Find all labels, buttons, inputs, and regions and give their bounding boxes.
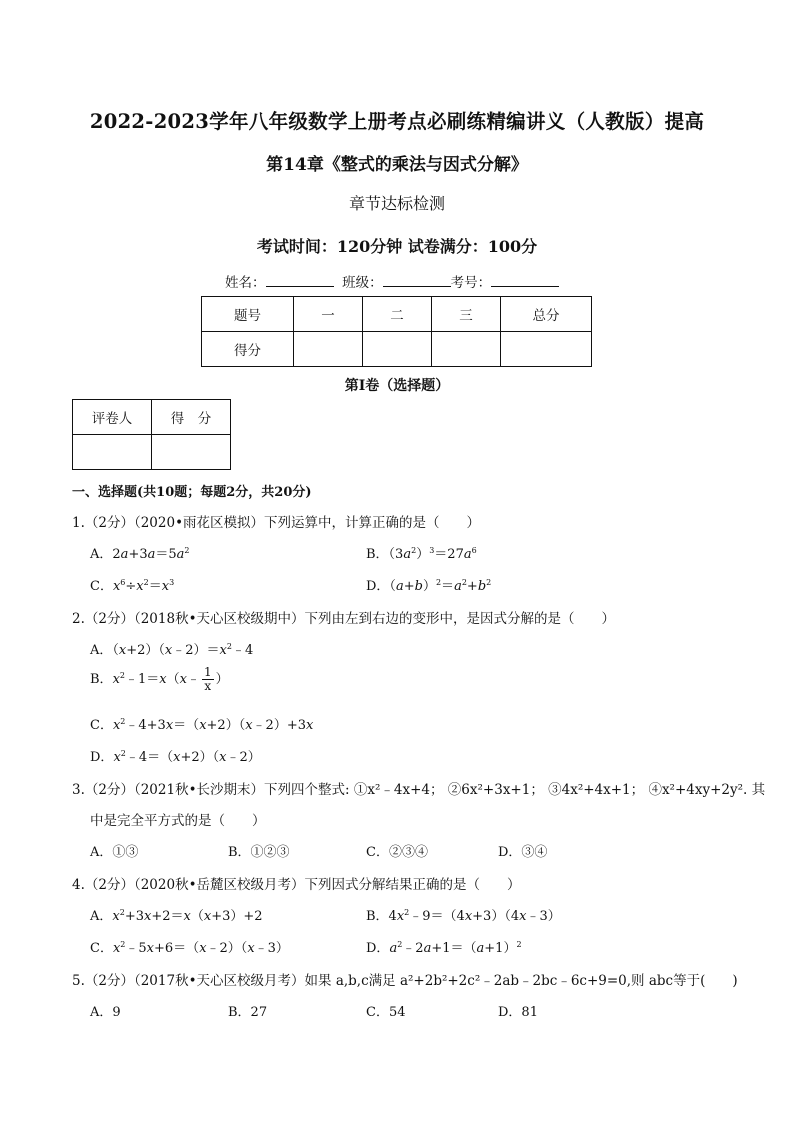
table-cell: 二 <box>363 297 432 332</box>
chapter-title: 第14章《整式的乘法与因式分解》 <box>266 155 528 175</box>
question-2-option-d[interactable]: D．$x^2﹣4=(x+2)(x﹣2)$ <box>90 749 261 765</box>
question-3-option-c[interactable]: C．②③④ <box>366 845 428 860</box>
table-cell: 得分 <box>202 332 294 367</box>
name-label: 姓名： <box>225 275 266 291</box>
student-info-fields <box>225 271 559 291</box>
question-3-stem: 3.（2分）（2021秋•长沙期末）下列四个整式: ①x²﹣4x+4； ②6x²+3x+1； ③4x²+4x+1； ④x²+4xy+2y². 其 <box>72 782 766 798</box>
grader-cell[interactable] <box>73 435 152 470</box>
fraction: $\frac{1}{x}$ <box>204 665 212 693</box>
score-label: 得 分 <box>152 400 231 435</box>
question-3-option-b[interactable]: B．①②③ <box>228 845 290 860</box>
question-5-option-b[interactable]: B．27 <box>228 1005 268 1020</box>
number-field[interactable] <box>491 274 559 287</box>
grader-table-header-row <box>73 400 231 435</box>
section-heading: 一、选择题(共10题；每题2分，共20分) <box>72 485 312 500</box>
question-1-option-d[interactable]: D．$(a+b)^2=a^2+b^2$ <box>366 578 492 594</box>
score-cell[interactable] <box>363 332 432 367</box>
question-4-option-d[interactable]: D．$a^2﹣2a+1=(a+1)^2$ <box>366 940 522 956</box>
table-cell: 题号 <box>202 297 294 332</box>
class-label: 班级： <box>342 275 383 291</box>
question-4-option-b[interactable]: B．$4x^2﹣9=(4x+3)(4x﹣3)$ <box>366 908 561 924</box>
score-cell[interactable] <box>432 332 501 367</box>
grader-table <box>72 399 231 470</box>
question-2-stem: 2.（2分）（2018秋•天心区校级期中）下列由左到右边的变形中，是因式分解的是（ ） <box>72 611 616 627</box>
score-table-header-row <box>202 297 592 332</box>
name-field[interactable] <box>266 274 334 287</box>
part1-title: 第Ⅰ卷（选择题） <box>344 378 450 394</box>
question-3-option-a[interactable]: A．①③ <box>90 845 139 860</box>
document-title: 2022-2023学年八年级数学上册考点必刷练精编讲义（人教版）提高 <box>89 110 705 133</box>
exam-info: 考试时间：120分钟 试卷满分：100分 <box>256 237 538 256</box>
score-cell[interactable] <box>152 435 231 470</box>
question-1-option-a[interactable]: A．$2a+3a=5a^2$ <box>90 546 190 562</box>
question-1-option-b[interactable]: B．$(3a^2)^3=27a^6$ <box>366 546 477 562</box>
table-cell: 三 <box>432 297 501 332</box>
score-cell[interactable] <box>501 332 592 367</box>
number-label: 考号： <box>450 275 492 291</box>
question-2-option-b[interactable]: B．$x^2﹣1=x(x﹣$ $\frac{1}{x}$ ） <box>90 665 229 693</box>
question-5-option-d[interactable]: D．81 <box>498 1005 538 1020</box>
class-field[interactable] <box>383 274 451 287</box>
question-3-option-d[interactable]: D．③④ <box>498 845 548 860</box>
grader-label: 评卷人 <box>73 400 152 435</box>
table-cell: 一 <box>294 297 363 332</box>
question-5-option-c[interactable]: C．54 <box>366 1005 406 1020</box>
table-cell: 总分 <box>501 297 592 332</box>
question-5-stem: 5.（2分）（2017秋•天心区校级月考）如果 a,b,c满足 a²+2b²+2c²﹣2ab﹣2bc﹣6c+9=0,则 abc等于( ) <box>72 973 738 989</box>
question-3-stem-continued: 中是完全平方式的是（ ） <box>90 813 266 829</box>
question-4-option-c[interactable]: C．$x^2﹣5x+6=(x﹣2)(x﹣3)$ <box>90 940 289 956</box>
grader-table-blank-row <box>73 435 231 470</box>
score-cell[interactable] <box>294 332 363 367</box>
question-1-stem: 1.（2分）（2020•雨花区模拟）下列运算中，计算正确的是（ ） <box>72 515 481 531</box>
question-4-option-a[interactable]: A．$x^2+3x+2=x(x+3)+2$ <box>90 908 263 924</box>
score-table-score-row <box>202 332 592 367</box>
section-title: 章节达标检测 <box>348 194 445 213</box>
question-2-option-c[interactable]: C．$x^2﹣4+3x=(x+2)(x﹣2)+3x$ <box>90 717 314 733</box>
question-5-option-a[interactable]: A．9 <box>90 1005 121 1020</box>
question-1-option-c[interactable]: C．$x^6\div x^2=x^3$ <box>90 578 175 594</box>
score-table <box>201 296 592 367</box>
question-4-stem: 4.（2分）（2020秋•岳麓区校级月考）下列因式分解结果正确的是（ ） <box>72 877 521 893</box>
question-2-option-a[interactable]: A．$(x+2)(x﹣2)=x^2﹣4$ <box>90 642 254 658</box>
